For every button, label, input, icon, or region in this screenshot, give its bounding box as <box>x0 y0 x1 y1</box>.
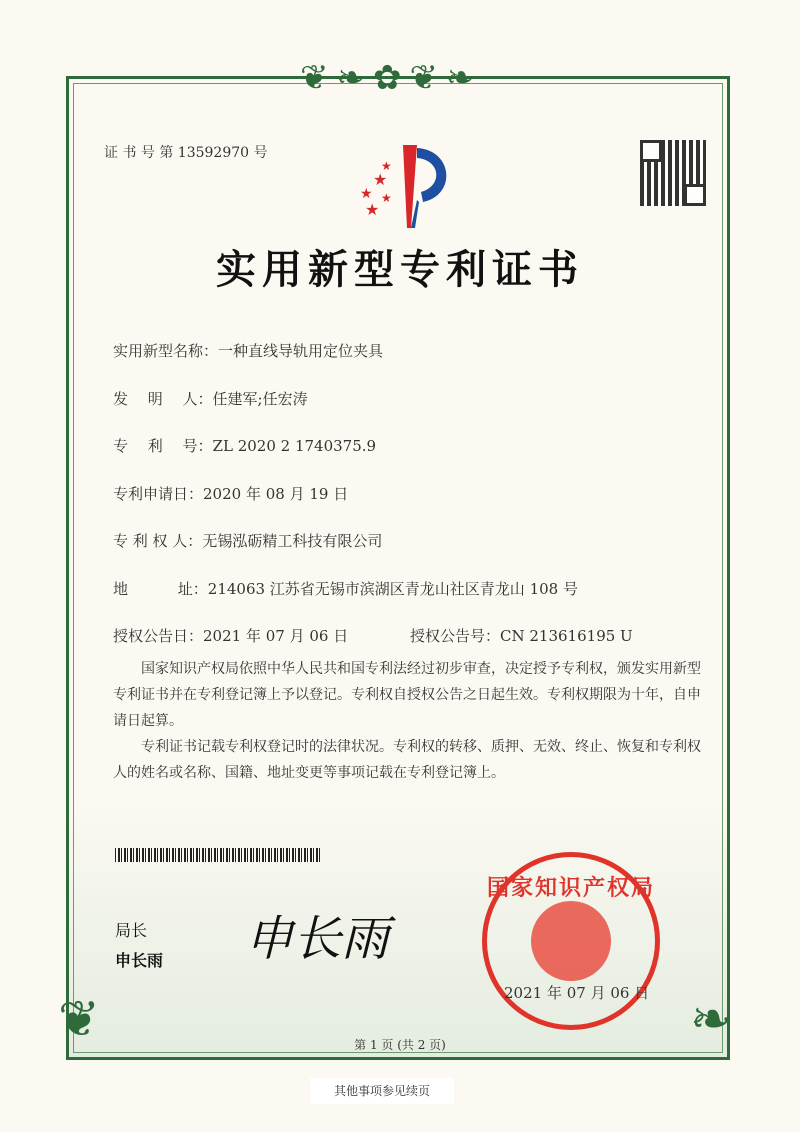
field-value: 无锡泓砺精工科技有限公司 <box>202 532 383 550</box>
barcode <box>115 848 320 862</box>
statement-paragraph: 国家知识产权局依照中华人民共和国专利法经过初步审查，决定授予专利权，颁发实用新型专利证书并在专利登记簿上予以登记。专利权自授权公告之日起生效。专利权期限为十年，自申请日起算。 <box>113 661 701 729</box>
continuation-note: 其他事项参见续页 <box>310 1078 454 1104</box>
field-value: 任建军;任宏涛 <box>212 390 308 408</box>
statement-paragraph: 专利证书记载专利权登记时的法律状况。专利权的转移、质押、无效、终止、恢复和专利权人的姓名或名称、国籍、地址变更等事项记载在专利登记簿上。 <box>113 739 701 781</box>
field-value: 2020 年 08 月 19 日 <box>203 485 349 503</box>
signature: 申长雨 <box>245 911 390 967</box>
field-value: 2021 年 07 月 06 日 <box>203 627 349 645</box>
certificate-title: 实用新型专利证书 <box>216 246 584 293</box>
director-title: 局长 <box>115 921 148 940</box>
corner-ornament-icon: ❧ <box>690 990 732 1048</box>
field-label: 专 利 权 人： <box>113 532 203 550</box>
field-label: 发 明 人： <box>113 390 213 408</box>
qr-code <box>640 140 706 206</box>
director-name: 申长雨 <box>115 951 164 970</box>
field-value: 214063 江苏省无锡市滨湖区青龙山社区青龙山 108 号 <box>207 580 578 598</box>
field-row-patentee <box>113 530 382 551</box>
field-label: 授权公告日： <box>113 627 204 645</box>
field-label: 实用新型名称： <box>113 342 219 360</box>
top-ornament-icon: ❦❧✿❦❧ <box>300 58 483 98</box>
field-label: 专 利 号： <box>113 437 213 455</box>
national-emblem-icon <box>531 901 611 981</box>
field-row-patent-number <box>113 435 376 456</box>
svg-text:★: ★ <box>381 191 392 205</box>
field-label: 地 址： <box>113 580 208 598</box>
svg-text:★: ★ <box>381 159 392 173</box>
field-value: CN 213616195 U <box>500 627 633 645</box>
official-seal <box>482 852 660 1030</box>
field-row-grant-number <box>410 625 633 646</box>
page-indicator: 第 1 页 (共 2 页) <box>354 1038 446 1052</box>
cnipa-logo-icon <box>345 140 460 232</box>
field-label: 专利申请日： <box>113 485 204 503</box>
field-row-grant-date <box>113 625 348 646</box>
issue-date: 2021 年 07 月 06 日 <box>504 984 650 1002</box>
certificate-number: 证 书 号 第 13592970 号 <box>104 145 268 161</box>
svg-text:★: ★ <box>365 200 380 219</box>
corner-ornament-icon: ❦ <box>58 990 100 1048</box>
field-label: 授权公告号： <box>410 627 501 645</box>
field-value: 一种直线导轨用定位夹具 <box>218 342 384 360</box>
svg-text:★: ★ <box>373 170 388 189</box>
field-row-name <box>113 340 383 361</box>
field-value: ZL 2020 2 1740375.9 <box>212 437 377 455</box>
field-row-application-date <box>113 483 348 504</box>
seal-text: 国家知识产权局 <box>487 875 656 901</box>
field-row-inventor <box>113 388 308 409</box>
svg-text:★: ★ <box>360 186 373 202</box>
field-row-address <box>113 578 578 599</box>
